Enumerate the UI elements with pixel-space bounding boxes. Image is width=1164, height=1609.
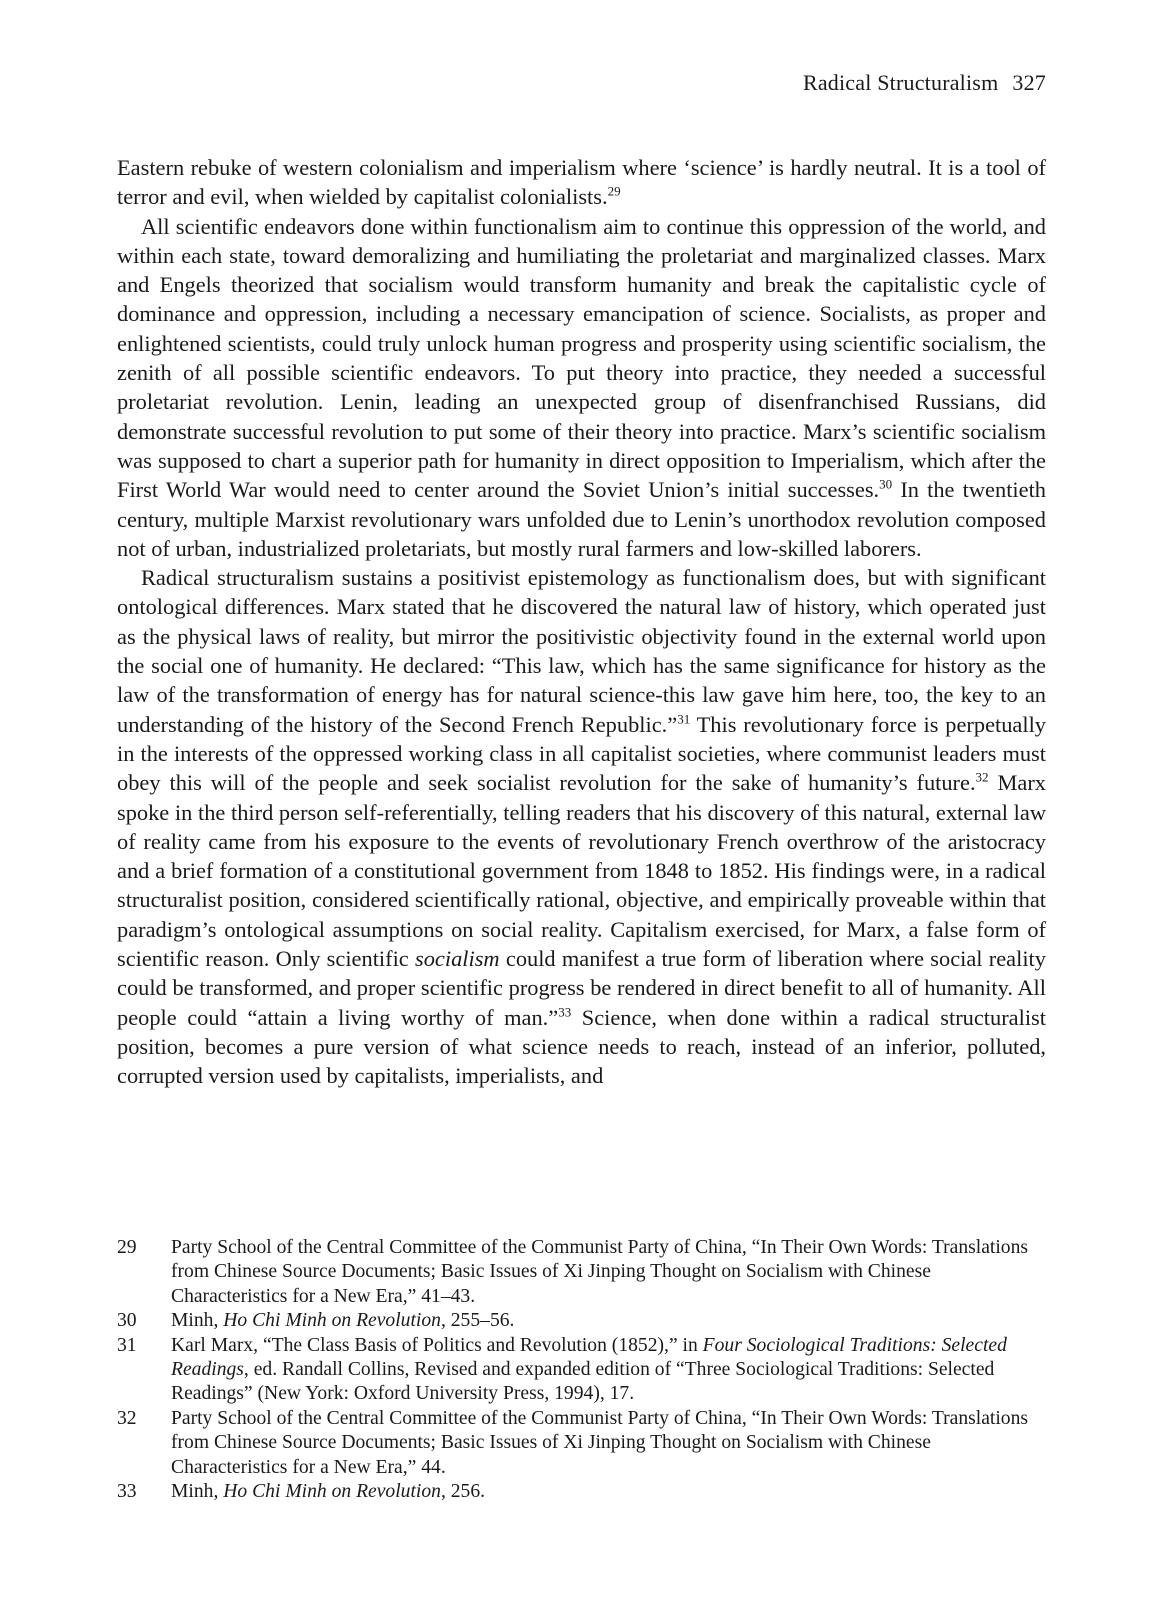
running-head-title: Radical Structuralism (802, 70, 999, 95)
body-text (117, 153, 1046, 1091)
page-number: 327 (1012, 70, 1046, 95)
footnote-number: 33 (117, 1481, 137, 1503)
italic-title: Ho Chi Minh on Revolution (223, 1481, 441, 1503)
footnote-text: Minh, Ho Chi Minh on Revolution, 256. (171, 1481, 486, 1503)
footnote (117, 1407, 1046, 1480)
paragraph: All scientific endeavors done within functionalism aim to continue this oppression of the world, and within each state, toward demoralizing and humiliating the proletariat and marginalized classes. Marx and Engels theorized that socialism would transform humanity and break the capitalistic cycle of dominance and oppression, including a necessary emancipation of science. Socialists, as proper and enlightened scientists, could truly unlock human progress and prosperity using scientific socialism, the zenith of all possible scientific endeavors. To put theory into practice, they needed a successful proletariat revolution. Lenin, leading an unexpected group of disenfranchised Russians, did demonstrate successful revolution to put some of their theory into practice. Marx’s scientific socialism was supposed to chart a superior path for humanity in direct opposition to Imperialism, which after the First World War would need to center around the Soviet Union’s initial successes.$^{30}$ In the twentieth century, multiple Marxist revolutionary wars unfolded due to Lenin’s unorthodox revolution composed not of urban, industrialized proletariats, but mostly rural farmers and low-skilled laborers. (117, 213, 1046, 561)
footnote-number: 31 (117, 1334, 137, 1356)
footnote-number: 32 (117, 1407, 137, 1429)
footnote-text: Karl Marx, “The Class Basis of Politics and Revolution (1852),” in Four Sociological Traditions: Selected Readings, ed. Randall Collins, Revised and expanded edition of “Three Sociological Traditions: Selected Readings” (New York: Oxford University Press, 1994), 17. (171, 1334, 1007, 1405)
footnote-reference: 33 (558, 1004, 572, 1020)
footnote-text: Party School of the Central Committee of the Communist Party of China, “In Their Own Words: Translations from Chinese Source Documents; Basic Issues of Xi Jinping Thought on Socialism with Chinese Characteristics for a New Era,” 44. (171, 1407, 1029, 1478)
paragraph: Eastern rebuke of western colonialism and imperialism where ‘science’ is hardly neutral. It is a tool of terror and evil, when wielded by capitalist colonialists.$^{29}$ (117, 155, 1046, 210)
footnote-reference: 29 (607, 183, 621, 199)
footnote-text: Party School of the Central Committee of the Communist Party of China, “In Their Own Words: Translations from Chinese Source Documents; Basic Issues of Xi Jinping Thought on Socialism with Chinese Characteristics for a New Era,” 41–43. (171, 1237, 1029, 1307)
footnote-reference: 32 (975, 769, 989, 785)
footnotes (117, 1236, 1046, 1504)
footnote-number: 30 (117, 1310, 137, 1332)
footnote-reference: 30 (879, 476, 893, 492)
italic-title: socialism (415, 946, 500, 972)
footnote-number: 29 (117, 1237, 137, 1258)
footnote (117, 1334, 1046, 1407)
footnote-reference: 31 (677, 711, 691, 727)
footnote (117, 1236, 1046, 1309)
footnote (117, 1480, 1046, 1504)
footnote (117, 1309, 1046, 1333)
italic-title: Four Sociological Traditions: Selected Readings (171, 1334, 1007, 1381)
italic-title: Ho Chi Minh on Revolution (223, 1310, 441, 1332)
paragraph: Radical structuralism sustains a positivist epistemology as functionalism does, but with significant ontological differences. Marx stated that he discovered the natural law of history, which operated just as the physical laws of reality, but mirror the positivistic objectivity found in the external world upon the social one of humanity. He declared: “This law, which has the same significance for history as the law of the transformation of energy has for natural science-this law gave him here, too, the key to an understanding of the history of the Second French Republic.”$^{31}$ This revolutionary force is perpetually in the interests of the oppressed working class in all capitalist societies, where communist leaders must obey this will of the people and seek socialist revolution for the sake of humanity’s future.$^{32}$ Marx spoke in the third person self-referentially, telling readers that his discovery of this natural, external law of reality came from his exposure to the events of revolutionary French overthrow of the aristocracy and a brief formation of a constitutional government from 1848 to 1852. His findings were, in a radical structuralist position, considered scientifically rational, objective, and empirically proveable within that paradigm’s ontological assumptions on social reality. Capitalism exercised, for Marx, a false form of scientific reason. Only scientific socialism could manifest a true form of liberation where social reality could be transformed, and proper scientific progress be rendered in direct benefit to all of humanity. All people could “attain a living worthy of man.”$^{33}$ Science, when done within a radical structuralist position, becomes a pure version of what science needs to reach, instead of an inferior, polluted, corrupted version used by capitalists, imperialists, and (117, 565, 1046, 1089)
running-head (803, 70, 1046, 96)
footnote-text: Minh, Ho Chi Minh on Revolution, 255–56. (171, 1310, 515, 1332)
